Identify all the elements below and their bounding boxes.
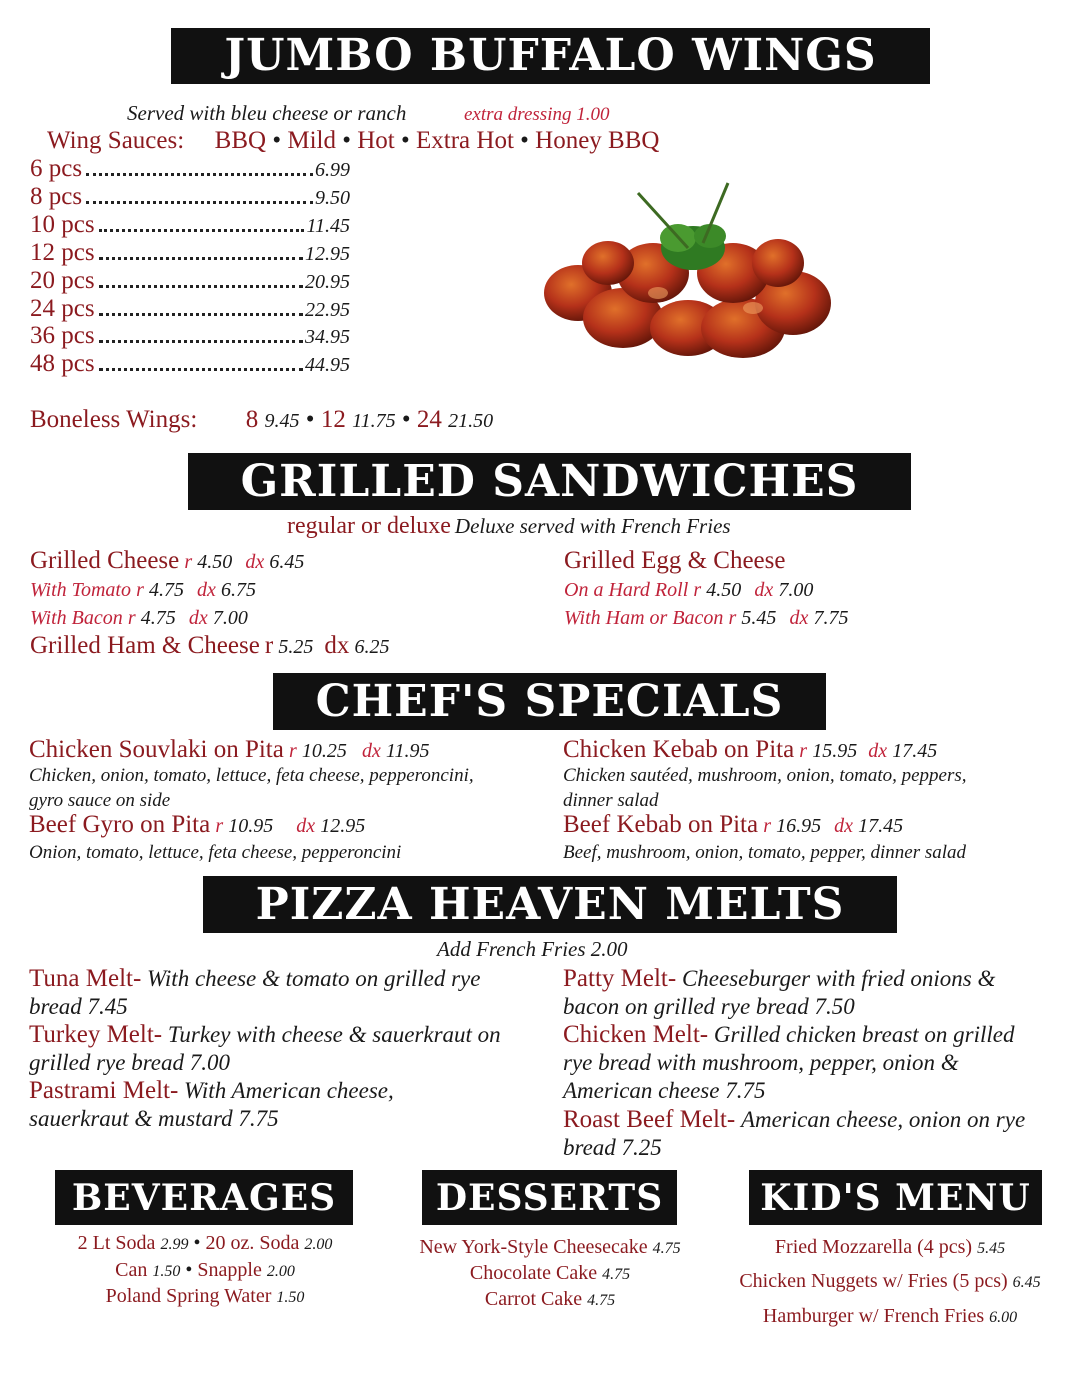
wing-qty: 8 pcs: [30, 183, 83, 210]
wing-price-row: [30, 350, 350, 378]
beverages-title: BEVERAGES: [71, 1176, 337, 1219]
bev-name: Can: [115, 1259, 148, 1281]
item-name: With Bacon: [30, 607, 123, 629]
wing-qty: 36 pcs: [30, 322, 95, 349]
menu-item-roast-beef-melt: [563, 1106, 1058, 1162]
kids-title: KID'S MENU: [760, 1176, 1031, 1219]
desserts-title: DESSERTS: [435, 1176, 664, 1219]
sauce-honey-bbq: Honey BBQ: [535, 127, 660, 154]
boneless-qty: 12: [320, 406, 346, 433]
r-label: r: [184, 551, 193, 573]
dessert-name: Chocolate Cake: [469, 1262, 598, 1284]
menu-item-with-tomato: [30, 579, 256, 602]
wing-qty: 12 pcs: [30, 239, 95, 266]
dx-label: dx: [361, 740, 381, 762]
menu-item-hard-roll: [564, 579, 813, 602]
bev-price: 1.50: [152, 1263, 181, 1280]
bev-price: 2.00: [304, 1236, 333, 1253]
wing-sauces-label: Wing Sauces:: [47, 127, 185, 154]
wing-price-row: [30, 211, 350, 239]
item-name: With Ham or Bacon: [564, 607, 724, 629]
melts-subtitle: Add French Fries 2.00: [437, 937, 628, 961]
item-name: Pastrami Melt-: [29, 1077, 179, 1104]
item-desc: Cheeseburger with fried onions & bacon on grilled rye bread 7.50: [563, 966, 996, 1019]
dot-leader: [86, 173, 313, 176]
chicken-kebab-desc-line2: dinner salad: [563, 790, 659, 811]
beverages-banner: [55, 1170, 353, 1225]
dot-leader: [99, 257, 303, 260]
dx-label: dx: [245, 551, 265, 573]
menu-item-beef-gyro: [29, 811, 365, 839]
kids-name: Fried Mozzarella (4 pcs): [774, 1236, 973, 1258]
extra-dressing-note: [464, 104, 609, 126]
bev-price: 1.50: [276, 1289, 305, 1306]
wing-price: 20.95: [305, 271, 350, 293]
souvlaki-desc-line1: Chicken, onion, tomato, lettuce, feta cheese, pepperoncini,: [29, 765, 474, 786]
beverages-line1: [30, 1232, 380, 1255]
r-price: 5.45: [741, 607, 777, 629]
wing-qty: 48 pcs: [30, 350, 95, 377]
bullet-icon: •: [272, 127, 282, 154]
wing-sauces-row: [47, 127, 659, 155]
r-price: 10.25: [301, 740, 347, 762]
bullet-icon: •: [400, 127, 410, 154]
wing-price: 9.50: [315, 187, 350, 209]
wing-price: 12.95: [305, 243, 350, 265]
dx-label: dx: [324, 632, 350, 659]
kids-banner: [749, 1170, 1042, 1225]
r-price: 15.95: [812, 740, 858, 762]
item-name: Beef Kebab on Pita: [563, 811, 759, 838]
kids-line3: [700, 1305, 1078, 1328]
r-label: r: [127, 607, 136, 629]
dx-price: 12.95: [320, 815, 366, 837]
specials-title: CHEF'S SPECIALS: [315, 675, 784, 727]
kids-name: Hamburger w/ French Fries: [762, 1305, 985, 1327]
bullet-icon: •: [401, 406, 417, 433]
wings-title: JUMBO BUFFALO WINGS: [224, 30, 877, 81]
dx-price: 17.45: [858, 815, 904, 837]
dot-leader: [86, 201, 313, 204]
wing-qty: 6 pcs: [30, 155, 83, 182]
dx-label: dx: [789, 607, 809, 629]
beef-kebab-desc: Beef, mushroom, onion, tomato, pepper, dinner salad: [563, 842, 967, 863]
bev-name: Snapple: [197, 1259, 262, 1281]
wings-banner: [171, 28, 930, 84]
wing-qty: 10 pcs: [30, 211, 95, 238]
boneless-qty: 8: [245, 406, 259, 433]
boneless-price: 9.45: [264, 410, 300, 432]
wing-price: 22.95: [305, 299, 350, 321]
menu-item-pastrami-melt: [29, 1077, 454, 1133]
item-desc: With American cheese, sauerkraut & mustard 7.75: [29, 1078, 394, 1131]
item-desc: Turkey with cheese & sauerkraut on grilled rye bread 7.00: [29, 1022, 501, 1075]
r-label: r: [215, 815, 224, 837]
r-label: r: [264, 632, 274, 659]
item-name: Grilled Egg & Cheese: [564, 547, 786, 574]
r-label: r: [728, 607, 737, 629]
bullet-icon: •: [342, 127, 351, 154]
souvlaki-desc-line2: gyro sauce on side: [29, 790, 171, 811]
r-price: 4.75: [140, 607, 176, 629]
boneless-qty: 24: [416, 406, 442, 433]
wing-qty: 24 pcs: [30, 295, 95, 322]
sandwich-sub-italic: Deluxe served with French Fries: [454, 514, 731, 538]
desserts-banner: [422, 1170, 677, 1225]
dot-leader: [99, 229, 305, 232]
bullet-icon: •: [520, 127, 529, 154]
dx-label: dx: [188, 607, 208, 629]
item-name: On a Hard Roll: [564, 579, 689, 601]
beverages-line3: [30, 1285, 380, 1308]
bev-price: 2.99: [160, 1236, 189, 1253]
served-text: Served with bleu cheese or ranch: [127, 101, 407, 125]
boneless-label: Boneless Wings:: [30, 406, 198, 433]
menu-item-chicken-kebab: [563, 736, 937, 764]
dx-price: 6.45: [269, 551, 305, 573]
wing-price-row: [30, 295, 350, 323]
dx-label: dx: [754, 579, 774, 601]
sandwich-sub-bold: regular or deluxe: [287, 513, 451, 539]
wing-price: 44.95: [305, 354, 350, 376]
item-name: Chicken Souvlaki on Pita: [29, 736, 284, 763]
wing-qty: 20 pcs: [30, 267, 95, 294]
wing-price-row: [30, 183, 350, 211]
dessert-name: New York-Style Cheesecake: [419, 1236, 648, 1258]
boneless-price: 21.50: [448, 410, 494, 432]
sauce-hot: Hot: [357, 127, 395, 154]
dessert-name: Carrot Cake: [484, 1288, 583, 1310]
item-name: Grilled Cheese: [30, 547, 180, 574]
item-name: Tuna Melt-: [29, 965, 142, 992]
bev-name: 20 oz. Soda: [205, 1232, 300, 1254]
kids-name: Chicken Nuggets w/ Fries (5 pcs): [739, 1270, 1008, 1292]
kids-price: 5.45: [977, 1240, 1006, 1257]
item-name: Turkey Melt-: [29, 1021, 163, 1048]
item-name: With Tomato: [30, 579, 131, 601]
kids-line2: [700, 1270, 1078, 1293]
extra-dressing-text: extra dressing 1.00: [464, 104, 610, 125]
dx-price: 6.75: [221, 579, 257, 601]
chicken-wings-photo: [538, 178, 838, 374]
melts-banner: [203, 876, 897, 933]
sauce-bbq: BBQ: [214, 127, 267, 154]
wing-price-row: [30, 155, 350, 183]
wing-price: 34.95: [305, 326, 350, 348]
menu-item-grilled-cheese: [30, 547, 304, 575]
dx-price: 7.00: [212, 607, 248, 629]
kids-price: 6.45: [1012, 1274, 1041, 1291]
menu-item-patty-melt: [563, 965, 1038, 1021]
bullet-icon: •: [193, 1232, 206, 1254]
r-label: r: [288, 740, 297, 762]
wing-price: 11.45: [306, 215, 350, 237]
gyro-desc: Onion, tomato, lettuce, feta cheese, pepperoncini: [29, 842, 402, 863]
item-desc: Grilled chicken breast on grilled rye bread with mushroom, pepper, onion & American cheese 7.75: [563, 1022, 1015, 1103]
menu-item-tuna-melt: [29, 965, 524, 1021]
dessert-price: 4.75: [602, 1266, 631, 1283]
dx-price: 17.45: [892, 740, 938, 762]
r-price: 10.95: [228, 815, 274, 837]
item-name: Chicken Melt-: [563, 1021, 709, 1048]
bev-name: Poland Spring Water: [105, 1285, 272, 1307]
sandwiches-banner: [188, 453, 911, 510]
r-price: 4.50: [197, 551, 233, 573]
dx-price: 7.75: [813, 607, 849, 629]
item-desc: American cheese, onion on rye bread 7.25: [563, 1107, 1026, 1160]
dessert-price: 4.75: [587, 1292, 616, 1309]
dessert-line1: [380, 1236, 720, 1259]
bullet-icon: •: [305, 406, 321, 433]
dx-price: 7.00: [778, 579, 814, 601]
wing-price-row: [30, 322, 350, 350]
dessert-line3: [380, 1288, 720, 1311]
r-price: 4.50: [706, 579, 742, 601]
r-label: r: [763, 815, 771, 837]
item-name: Beef Gyro on Pita: [29, 811, 211, 838]
menu-item-beef-kebab: [563, 811, 903, 839]
dot-leader: [99, 285, 303, 288]
dx-price: 11.95: [385, 740, 430, 762]
r-price: 5.25: [278, 636, 314, 658]
menu-item-with-bacon: [30, 607, 248, 630]
item-desc: With cheese & tomato on grilled rye bread 7.45: [29, 966, 481, 1019]
item-name: Chicken Kebab on Pita: [563, 736, 795, 763]
r-label: r: [693, 579, 702, 601]
dessert-line2: [380, 1262, 720, 1285]
sauce-mild: Mild: [287, 127, 336, 154]
chicken-kebab-desc-line1: Chicken sautéed, mushroom, onion, tomato, peppers,: [563, 765, 967, 786]
sandwiches-title: GRILLED SANDWICHES: [240, 455, 859, 507]
dessert-price: 4.75: [652, 1240, 681, 1257]
dx-label: dx: [868, 740, 888, 762]
wings-served-note: [127, 101, 406, 126]
r-label: r: [136, 579, 144, 601]
sauce-extra-hot: Extra Hot: [416, 127, 514, 154]
item-name: Roast Beef Melt-: [563, 1106, 736, 1133]
menu-item-grilled-ham: [30, 632, 390, 660]
r-price: 4.75: [148, 579, 184, 601]
melts-title: PIZZA HEAVEN MELTS: [255, 878, 845, 930]
sandwiches-subtitle: [287, 513, 731, 540]
wing-price: 6.99: [315, 159, 350, 181]
beverages-line2: [30, 1259, 380, 1282]
bev-name: 2 Lt Soda: [77, 1232, 156, 1254]
menu-item-turkey-melt: [29, 1021, 524, 1077]
dx-label: dx: [834, 815, 854, 837]
wing-price-row: [30, 267, 350, 295]
kids-price: 6.00: [989, 1309, 1018, 1326]
dot-leader: [99, 340, 303, 343]
menu-item-grilled-egg: [564, 547, 785, 575]
dot-leader: [99, 368, 303, 371]
bullet-icon: •: [185, 1259, 198, 1281]
boneless-wings-row: [30, 406, 493, 434]
specials-banner: [273, 673, 826, 730]
r-price: 16.95: [776, 815, 822, 837]
dot-leader: [99, 313, 303, 316]
item-name: Grilled Ham & Cheese: [30, 632, 260, 659]
dx-label: dx: [296, 815, 316, 837]
bev-price: 2.00: [266, 1263, 295, 1280]
boneless-price: 11.75: [352, 410, 396, 432]
r-label: r: [799, 740, 808, 762]
item-name: Patty Melt-: [563, 965, 677, 992]
menu-item-ham-or-bacon: [564, 607, 849, 630]
dx-label: dx: [197, 579, 216, 601]
kids-line1: [700, 1236, 1078, 1259]
menu-item-souvlaki: [29, 736, 429, 764]
menu-item-chicken-melt: [563, 1021, 1048, 1105]
dx-price: 6.25: [354, 636, 390, 658]
wing-price-row: [30, 239, 350, 267]
